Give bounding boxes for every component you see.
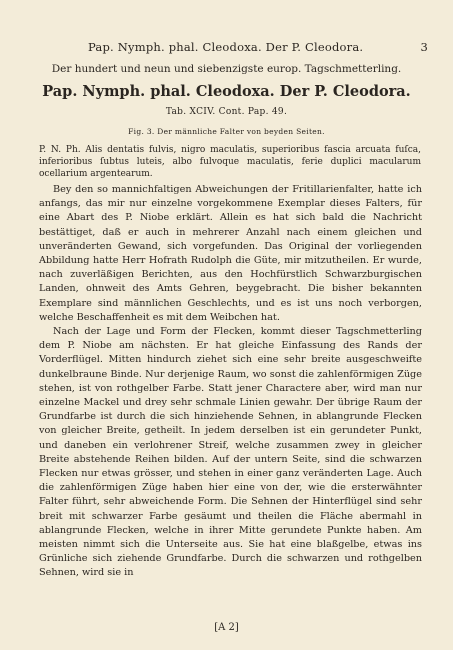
figure-caption: Fig. 3. Der männliche Falter von beyden Seiten. bbox=[128, 127, 325, 136]
chapter-title: Pap. Nymph. phal. Cleodoxa. Der P. Cleodora. bbox=[42, 83, 411, 100]
body-text bbox=[39, 183, 422, 581]
latin-description: P. N. Ph. Alis dentatis fulvis, nigro maculatis, superioribus fascia arcuata fuſca, inferioribus ſubtus luteis, albo fulvoque maculatis, ferie duplici macularum ocellarium argentearum. bbox=[39, 145, 421, 179]
plate-reference: Tab. XCIV. Cont. Pap. 49. bbox=[165, 107, 288, 117]
paragraph: Bey den so mannichfaltigen Abweichungen der Fritillarienfalter, hatte ich anfangs, das mir nur einzelne vorgekommene Exemplar dieses Falters, für eine Abart des P. Niobe erklärt. Allein es hat sich bald die Nachricht bestättiget, daß er auch in mehrerer Anzahl nach einem gleichen und unveränderten Gewand, sich vorgefunden. Das Original der vorliegenden Abbildung hatte Herr Hofrath Rudolph die Güte, mir mitzutheilen. Er wurde, nach zuverläßigen Berichten, aus den Hochfürstlich Schwarzburgischen Landen, ohnweit des Amts Gehren, beygebracht. Die bisher bekannten Exemplare sind männlichen Geschlechts, und es ist uns noch verborgen, welche Beschaffenheit es mit dem Weibchen hat. bbox=[39, 184, 422, 323]
page-number: 3 bbox=[420, 40, 428, 54]
paragraph: Nach der Lage und Form der Flecken, kommt dieser Tagschmetterling dem P. Niobe am nächsten. Er hat gleiche Einfassung des Rands der Vorderflügel. Mitten hindurch ziehet sich eine sehr breite ausgeschweifte dunkelbraune Binde. Nur derjenige Raum, wo sonst die zahlenförmigen Züge stehen, ist von rothgelber Farbe. Statt jener Charactere aber, wird man nur einzelne Mackel und drey sehr schmale Linien gewahr. Der übrige Raum der Grundfarbe ist durch die sich hinziehende Sehnen, in ablangrunde Flecken von gleicher Breite, getheilt. In jedem derselben ist ein gerundeter Punkt, und daneben ein verlohrener Streif, welche zusammen zwey in gleicher Breite abstehende Reihen bilden. Auf der untern Seite, sind die schwarzen Flecken nur etwas grösser, und stehen in einer ganz veränderten Lage. Auch die zahlenförmigen Züge haben hier eine von der, wie die ersterwähnter Falter führt, sehr abweichende Form. Die Sehnen der Hinterflügel sind sehr breit mit schwarzer Farbe gesäumt und theilen die Fläche abermahl in ablangrunde Flecken, welche in ihrer Mitte gerundete Punkte haben. Am meisten nimmt sich die Unterseite aus. Sie hat eine blaßgelbe, etwas ins Grünliche sich ziehende Grundfarbe. Durch die schwarzen und rothgelben Sehnen, wird sie in bbox=[39, 326, 422, 579]
running-head bbox=[88, 40, 428, 54]
chapter-subtitle: Der hundert und neun und siebenzigste europ. Tagschmetterling. bbox=[51, 63, 402, 75]
running-head-title: Pap. Nymph. phal. Cleodoxa. Der P. Cleodora. bbox=[88, 40, 364, 54]
signature-mark: [A 2] bbox=[214, 622, 239, 633]
